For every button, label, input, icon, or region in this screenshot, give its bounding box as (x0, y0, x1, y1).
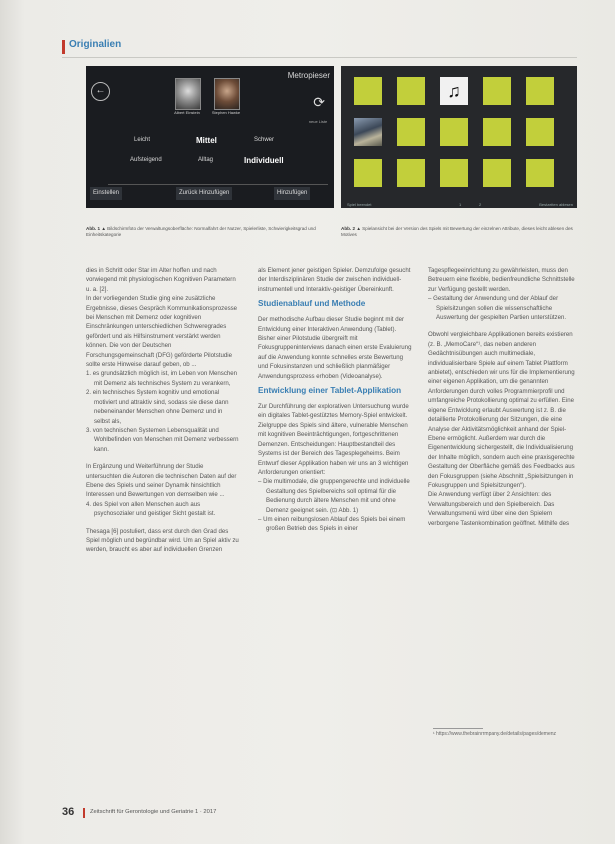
memory-tile (440, 118, 468, 146)
section-heading: Studienablauf und Methode (258, 299, 366, 309)
memory-tile (354, 159, 382, 187)
figure-2-caption-text: Spielansicht bei der Version des Spiels mit Bewertung der einzelnen Attribute, dieses leicht ablesen des Motives (341, 226, 573, 237)
status-counter-a: 1 (459, 202, 462, 207)
back-add-button: Zurück Hinzufügen (176, 187, 232, 200)
app-title: Metropieser (287, 71, 330, 80)
footnote-rule (433, 728, 483, 729)
list-item: 4. des Spiel von allen Menschen auch aus psychosozialer und geistiger Sicht gestalt ist. (86, 500, 216, 518)
paragraph: als Element jener geistigen Spieler. Demzufolge gesucht der Interdisziplinären Studie der zwischen individuell-instrumentell und Interaktiv-geistiger Übereinkunft. (258, 267, 411, 293)
add-button: Hinzufügen (274, 187, 310, 200)
paragraph: Zur Durchführung der explorativen Untersuchung wurde ein digitales Tablet-gestütztes Memory-Spiel entwickelt. Zielgruppe des Spiels sind ältere, vulnerable Menschen mit kognitiven Beeinträchtigungen, fortgeschrittenen Demenzen. Entscheidungen: Hauptbestandteil des Systems ist der Bereich des Tagesplegeheims. Beim Entwurf dieser Applikation haben wir uns an 3 wichtigen Anforderungen orientiert: (258, 403, 409, 476)
refresh-icon: ⟳ (313, 94, 325, 110)
figure-1-caption-text: Bildschirmfoto der Verwaltungsoberfläche: Normalfahrt der Nutzer, Spielerliste, Schwierigkeitsgrad und Einheitskategorie (86, 226, 316, 237)
memory-tile (397, 77, 425, 105)
list-item: 1. es grundsätzlich möglich ist, im Leben von Menschen mit Demenz als technisches System zu verankern, (86, 370, 238, 387)
figure-1-label: Abb. 1 ▲ (86, 226, 106, 231)
mode-everyday: Alltag (198, 157, 214, 163)
footnote: ¹ https://www.thebrainrrmpany.de/details/pages/demenz (433, 731, 557, 737)
paragraph: In der vorliegenden Studie ging eine zusätzliche Ergebnisse, dieses Gespräch Kommunikationsprozesse bei Menschen mit Demenz oder kognitiven Einschränkungen unterschiedlichen Schweregrades gefördert und als Hilfsinstrument verstärkt werden können. Die von der Deutschen Forschungsgemeinschaft (DFG) geförderte Pilotstudie sollte erste Hinweise darauf geben, ob ... (86, 295, 238, 369)
difficulty-easy: Leicht (134, 137, 151, 143)
mode-ascending: Aufsteigend (130, 157, 162, 163)
player-name-2: Stephen Hawke (211, 110, 241, 115)
figure-2-label: Abb. 2 ▲ (341, 226, 361, 231)
difficulty-hard: Schwer (254, 137, 275, 143)
memory-tile (483, 118, 511, 146)
memory-tile (397, 118, 425, 146)
text-column-2 (258, 266, 414, 534)
paragraph: Tagespflegeeinrichtung zu gewährleisten, muss den Betreuern eine flexible, bedienfreundliche Schnittstelle zur Verfügung gestellt werden. (428, 267, 575, 293)
journal-name: Zeitschrift für Gerontologie und Geriatrie 1 · 2017 (90, 809, 217, 815)
figure-2-caption (341, 226, 577, 238)
list-item: – Um einen reibungslosen Ablauf des Spiels bei einem großen Betrieb des Spiels in einer (258, 515, 406, 533)
paragraph: Obwohl vergleichbare Applikationen bereits existieren (z. B. „MemoCare“¹, das neben anderen Gedächtnisübungen auch multimediale, individualisierbare Spiele auf einem Tablet Plattform anbietet), entschieden wir uns für die Implementierung einer eigenen Applikation, um die genannten Anforderungen durch volles Programmierprofil und umfangreiche Protokollierung optimal zu erfüllen. Eine eigene Entwicklung erlaubt Auswertung ist z. B. die detaillierte Protokollierung der Sitzungen, die eine Analyse der Aktivitätsmöglichkeit anhand der Spiel-Ebene ermöglicht. Außerdem war durch die Eigenentwicklung sichergestellt, die Individualisierung der Inhalte möglich, sondern auch eine praxisgerechte Gestaltung der Oberfläche gemäß des Feedbacks aus den Fokusgruppen (siehe Abschnitt „Spielsitzungen in Fokusgruppen und Spielsitzungen“). (428, 331, 575, 489)
list-item: 2. ein technisches System kognitiv und emotional motiviert und attraktiv sind, sodass sie diese dann nebeneinander Menschen ohne Demenz und in selbst als, (86, 389, 229, 425)
footer-accent-bar (83, 808, 85, 818)
page-number: 36 (62, 806, 75, 818)
paragraph: Der methodische Aufbau dieser Studie beginnt mit der Entwicklung einer Interaktiven Anwendung (Tablet). Bisher einer Pilotstudie übergreift mit Fokusgruppeninterviews danach einen erste Evaluierung auf die Anwendung konnte schnelles erste Bewertung und Fokusinstanzen und schließlich planmäßiger Anwendungsprozess erhoben (Videoanalyse). (258, 316, 412, 380)
figure-2-game-screenshot (341, 66, 577, 208)
memory-tile (440, 159, 468, 187)
difficulty-medium: Mittel (196, 136, 217, 145)
status-left: Spiel beendet (347, 202, 372, 207)
memory-tile (526, 77, 554, 105)
paragraph: dies in Schritt oder Star im Alter hoffen und nach vorwiegend mit physiologischen Kognitiven Parametern u. a. [2]. (86, 267, 236, 293)
memory-tile (397, 159, 425, 187)
paragraph: Die Anwendung verfügt über 2 Ansichten: des Verwaltungsbereich und den Spielbereich. Das Verwaltungsmenü wird über eine den Spielern verborgene Tastenkombination geöffnet. Mithilfe des (428, 491, 570, 527)
section-heading: Entwicklung einer Tablet-Applikation (258, 386, 402, 396)
memory-tile (483, 77, 511, 105)
player-portrait-2 (214, 78, 240, 110)
player-portrait-1 (175, 78, 201, 110)
section-title: Originalien (69, 39, 122, 50)
music-note-icon: ♫ (440, 77, 468, 105)
figure-1-caption (86, 226, 332, 238)
list-item: – Die multimodale, die gruppengerechte und individuelle Gestaltung des Spielbereichs soll optimal für die Bedienung durch ältere Menschen mit und ohne Demenz geeignet sein. (⊡ Abb. 1) (258, 478, 410, 514)
settings-button: Einstellen (90, 187, 122, 200)
mode-individual: Individuell (244, 156, 284, 165)
figure-1-admin-screenshot (86, 66, 334, 208)
header-accent-bar (62, 40, 65, 54)
text-column-1 (86, 266, 239, 555)
memory-tile (526, 159, 554, 187)
paragraph: In Ergänzung und Weiterführung der Studie untersuchten die Autoren die technischen Daten auf der Ebene des Spiels und seiner Dynamik hinsichtlich Interessen und Bewertungen von demselben wie ... (86, 463, 237, 499)
car-photo-tile (354, 118, 382, 146)
memory-tile (354, 77, 382, 105)
text-column-3 (428, 266, 578, 528)
memory-tile (526, 118, 554, 146)
figure1-divider (108, 184, 328, 185)
status-counter-b: 2 (479, 202, 482, 207)
memory-tile (483, 159, 511, 187)
side-note: neue Liste (308, 119, 328, 124)
status-right: Bestzeiten ablesen (539, 202, 573, 207)
list-item: – Gestaltung der Anwendung und der Ablauf der Spielsitzungen sollen die wissenschaftliche Auswertung der gespielten Partien unterstützen. (428, 295, 567, 322)
back-arrow-icon: ← (91, 82, 110, 101)
header-rule (62, 57, 577, 58)
list-item: 3. von technischen Systemen Lebensqualität und Wohlbefinden von Menschen mit Demenz verbessern kann. (86, 426, 239, 453)
paragraph: Thesaga [6] postuliert, dass erst durch den Grad des Spiel möglich und begründbar wird. Um an Spiel aktiv zu werden, braucht es aber auf individuellen Grenzen (86, 527, 239, 554)
player-name-1: Albert Einstein (174, 110, 200, 115)
